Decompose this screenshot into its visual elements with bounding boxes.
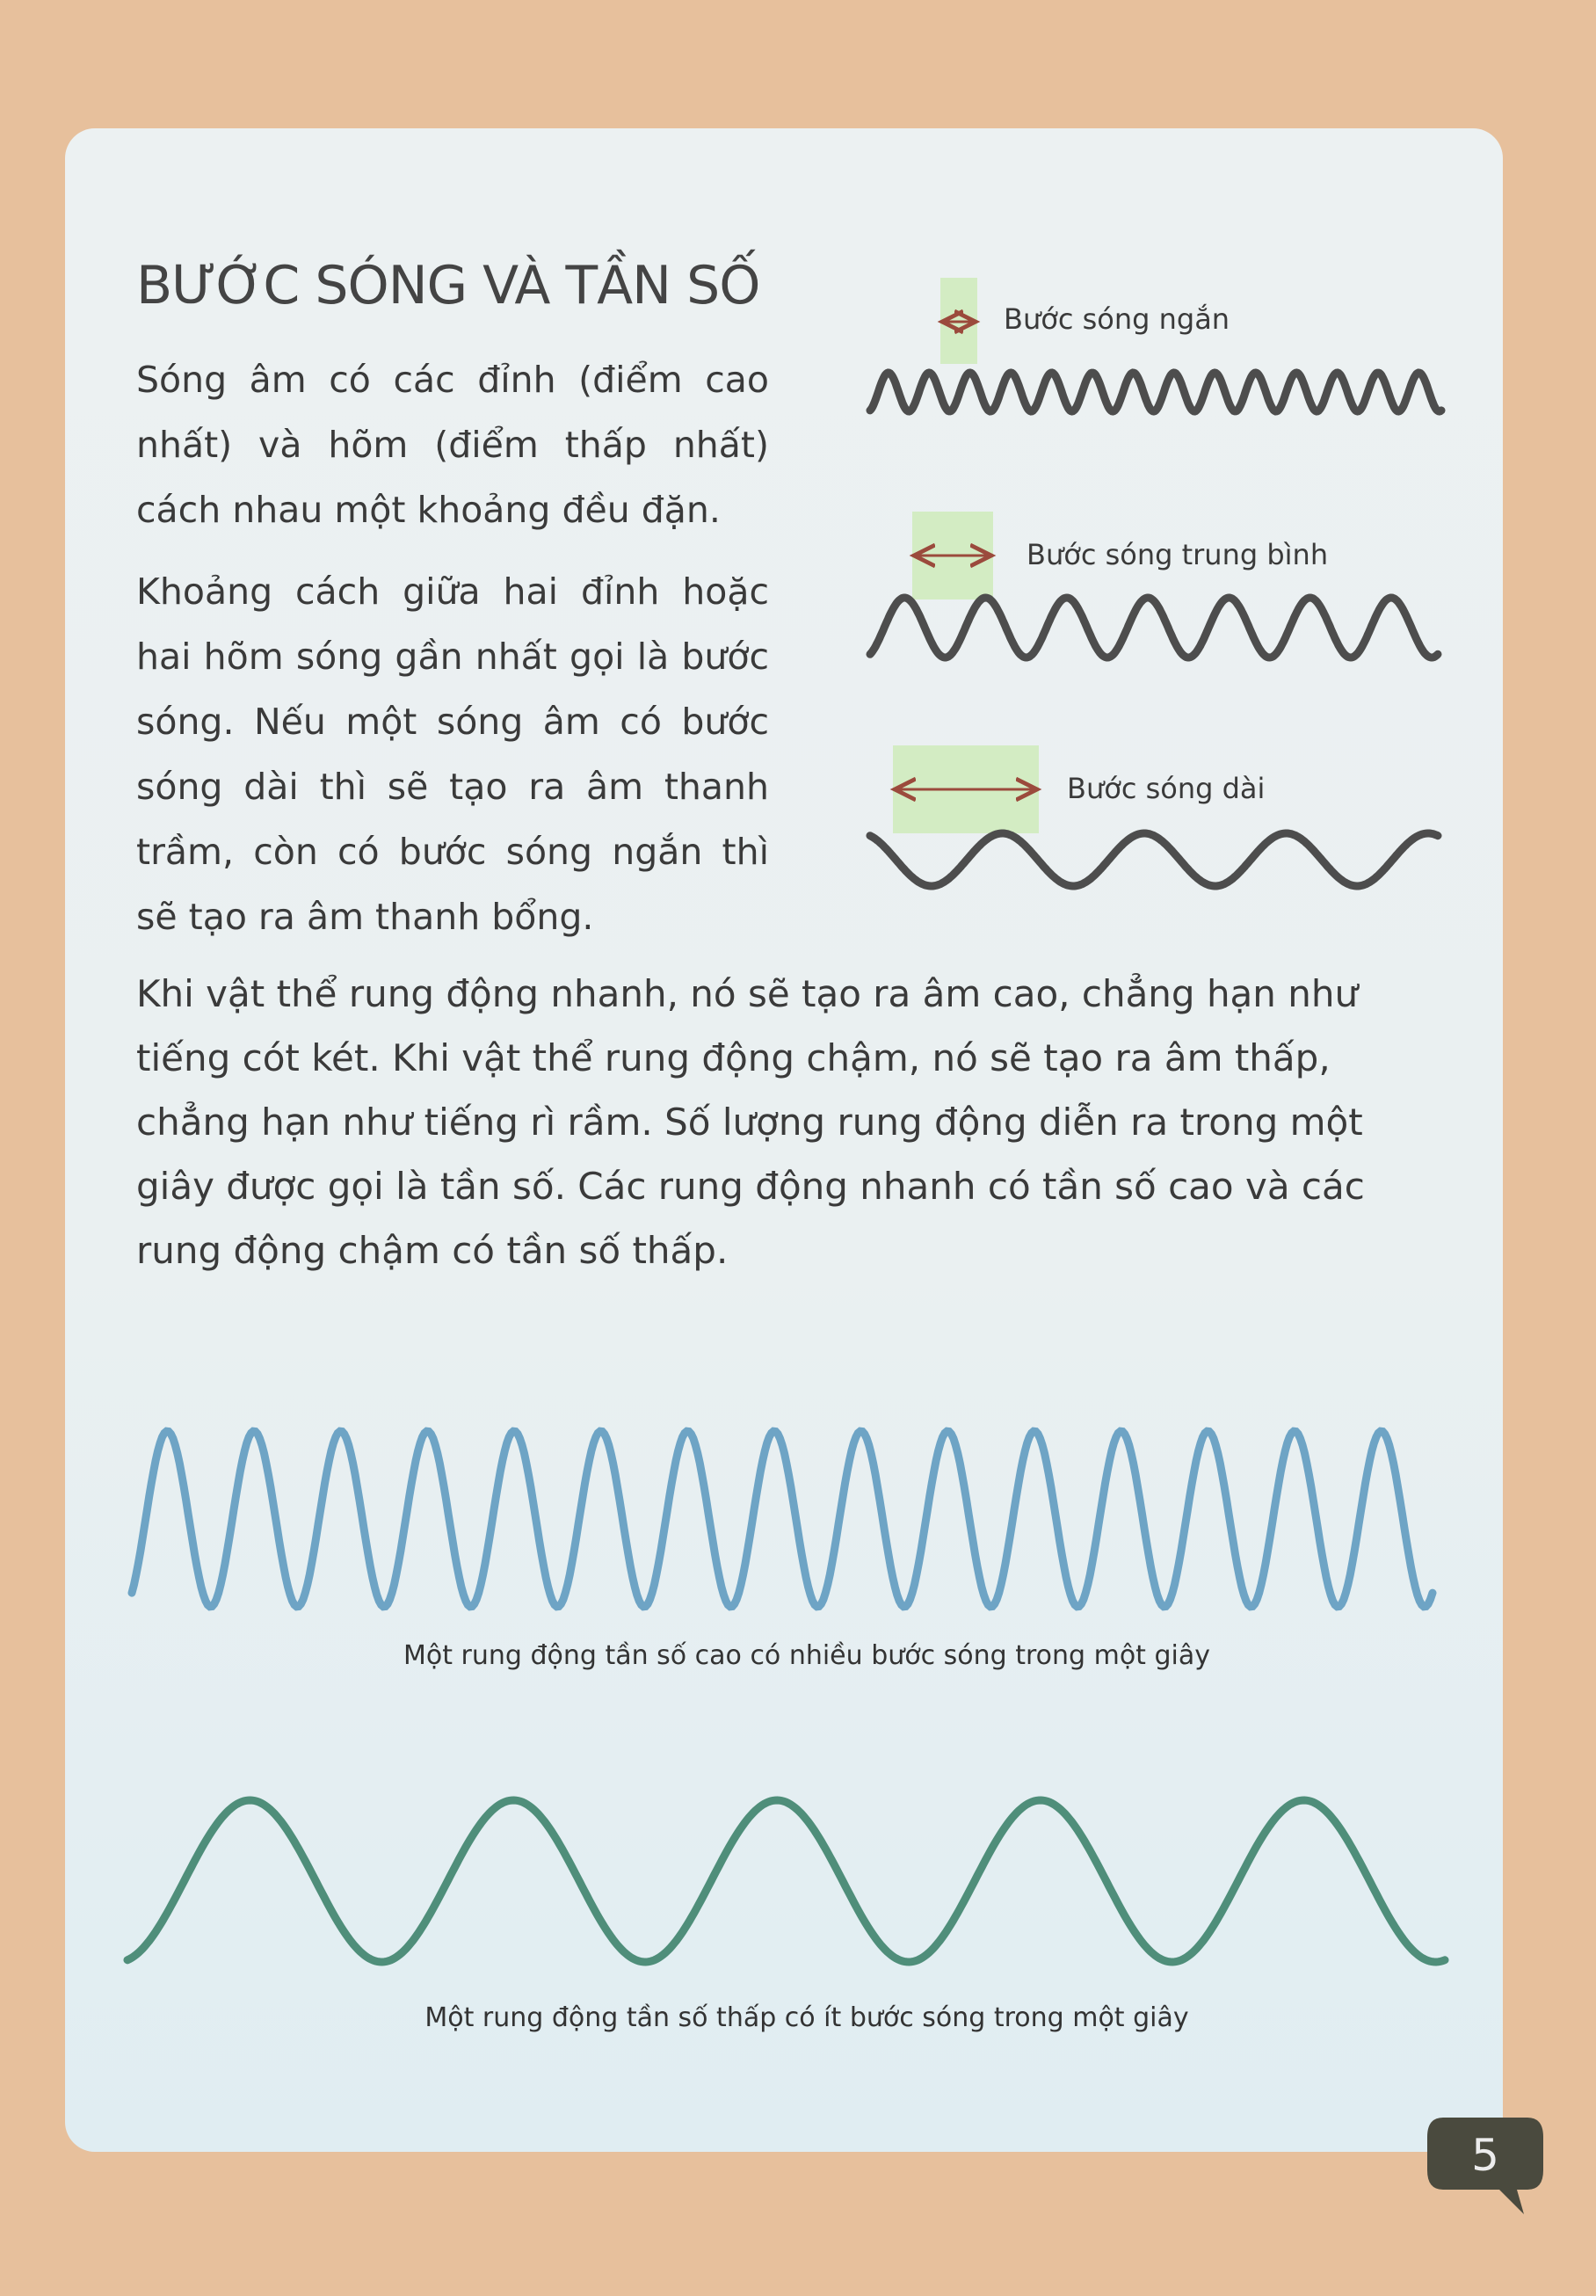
page-number-bubble <box>1426 2114 1545 2218</box>
page-number: 5 <box>1471 2130 1499 2181</box>
paragraph-crest-trough: Sóng âm có các đỉnh (điểm cao nhất) và hõm (điểm thấp nhất) cách nhau một khoảng đều đặn. <box>136 359 769 531</box>
paragraph-wavelength: Khoảng cách giữa hai đỉnh hoặc hai hõm sóng gần nhất gọi là bước sóng. Nếu một sóng âm có bước sóng dài thì sẽ tạo ra âm thanh trầm, còn có bước sóng ngắn thì sẽ tạo ra âm thanh bổng. <box>136 570 769 938</box>
short-wavelength-wave <box>870 373 1441 411</box>
high-frequency-caption: Một rung động tần số cao có nhiều bước sóng trong một giây <box>403 1640 1210 1671</box>
medium-wavelength-wave <box>870 598 1438 658</box>
low-frequency-wave <box>127 1800 1445 1962</box>
short-wavelength-label: Bước sóng ngắn <box>1004 302 1230 336</box>
paragraph-frequency: Khi vật thể rung động nhanh, nó sẽ tạo ra âm cao, chẳng hạn như tiếng cót két. Khi vật thể rung động chậm, nó sẽ tạo ra âm thấp, chẳng hạn như tiếng rì rầm. Số lượng rung động diễn ra trong một giây được gọi là tần số. Các rung động nhanh có tần số cao và các rung động chậm có tần số thấp. <box>136 972 1365 1272</box>
page-title: BƯỚC SÓNG VÀ TẦN SỐ <box>136 255 760 316</box>
low-frequency-caption: Một rung động tần số thấp có ít bước sóng trong một giây <box>424 2002 1189 2033</box>
medium-wavelength-label: Bước sóng trung bình <box>1027 538 1329 571</box>
long-wavelength-label: Bước sóng dài <box>1067 772 1266 805</box>
high-frequency-wave <box>132 1431 1433 1607</box>
long-wavelength-wave <box>870 833 1438 886</box>
